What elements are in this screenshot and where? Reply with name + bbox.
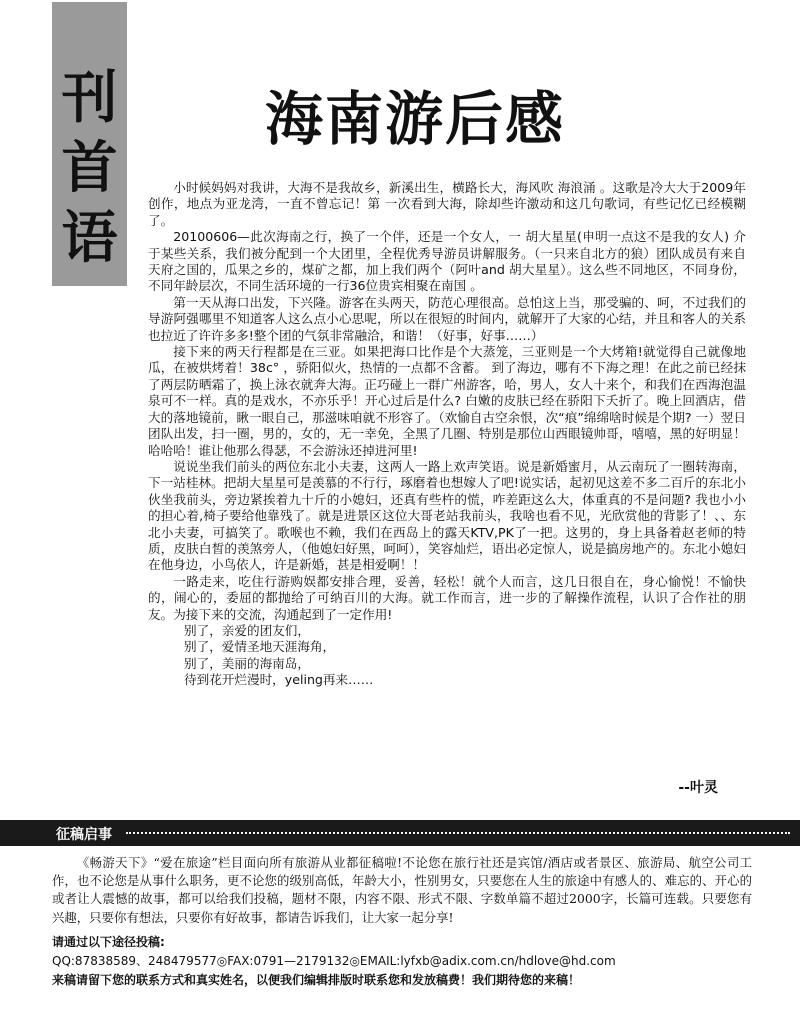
poem-line: 别了，爱情圣地天涯海角， xyxy=(184,639,336,655)
article-paragraph: 一路走来，吃住行游购娱都安排合理，妥善，轻松！就个人而言，这几日很自在，身心愉悦！不愉快的，闹心的，委屈的都抛给了可纳百川的大海。就工作而言，进一步的了解操作流程，认识了合作社的朋友。为接下来的交流，沟通起到了一定作用! xyxy=(148,573,746,622)
article-paragraph: 小时候妈妈对我讲，大海不是我故乡，新溪出生，横路长大，海风吹 海浪涌 。这歌是冷大大于2009年创作，地点为亚龙湾，一直不曾忘记！第 一次看到大海，除却些许激动和这几句歌词，有些记忆已经模糊了。 xyxy=(148,180,746,228)
article-title: 海南游后感 xyxy=(265,85,566,153)
side-tab-char: 语 xyxy=(61,205,118,271)
contact-info: QQ:87838589、248479577◎FAX:0791—2179132◎EMAIL:lyfxb@adix.com.cn/hdlove@hd.com xyxy=(52,954,616,968)
side-tab xyxy=(52,2,127,286)
farewell-poem xyxy=(148,623,746,689)
article-paragraph: 20100606—此次海南之行，换了一个伴，还是一个女人，一 胡大星星(申明一点这不是我的女人) 介于某些关系，我们被分配到一个大团里，全程优秀导游员讲解服务。（一只来自北方的狼）团队成员有来自天府之国的，瓜果之乡的，煤矿之都，加上我们两个（阿叶and 胡大星星）。这么些不同地区，不同身份，不同年龄层次，不同生活环境的一行36位贵宾相聚在南国 。 xyxy=(148,229,746,294)
notice-title: 征稿启事 xyxy=(56,827,112,843)
poem-line: 别了，美丽的海南岛， xyxy=(184,655,310,671)
article-body xyxy=(148,180,746,689)
dotted-divider xyxy=(126,832,790,834)
author-signature: --叶灵 xyxy=(678,780,718,796)
notice-header-bar xyxy=(0,820,800,846)
notice-body: 《畅游天下》“爱在旅途”栏目面向所有旅游从业都征稿啦!不论您在旅行社还是宾馆/酒店或者景区、旅游局、航空公司工作，也不论您是从事什么职务，更不论您的级别高低，年龄大小，性别男女，只要您在人生的旅途中有感人的、难忘的、开心的或者让人震憾的故事，都可以给我们投稿，题材不限，内容不限、形式不限、字数单篇不超过2000字，长篇可连载。只要您有兴趣，只要你有想法，只要你有好故事，都请告诉我们，让大家一起分享! xyxy=(52,855,752,925)
side-tab-char: 刊 xyxy=(61,65,118,131)
article-paragraph: 第一天从海口出发，下兴隆。游客在头两天，防范心理很高。总怕这上当，那受骗的、呵，不过我们的导游阿强哪里不知道客人这么点小心思呢，所以在很短的时间内，就解开了大家的心结，并且和客人的关系也拉近了许许多多!整个团的气氛非常融洽，和谐！（好事，好事……） xyxy=(148,294,746,343)
article-paragraph: 接下来的两天行程都是在三亚。如果把海口比作是个大蒸笼，三亚则是一个大烤箱!就觉得自己就像地瓜，在被烘烤着！38c° ，骄阳似火，热情的一点都不含蓄。 到了海边，哪有不下海之理！在此之前已经抹了两层防晒霜了，换上泳衣就奔大海。正巧碰上一群广州游客，哈，男人，女人十来个，和我们在西海泡温泉可不一样。真的是戏水，不亦乐乎！开心过后是什么? 白嫩的皮肤已经在骄阳下夭折了。晚上回酒店，借大的落地镜前，瞅一眼自己，那滋味咱就不形容了。（欢愉自古空余恨，次“痕”绵绵啥时候是个期? 一）翌日团队出发，扫一圈，男的，女的，无一幸免，全黑了几圈、特别是那位山西眼镜帅哥，嘻嘻，黑的好明显！哈哈哈！谁让他那么得瑟，不会游泳还掉进河里! xyxy=(148,344,746,458)
article-paragraph: 说说坐我们前头的两位东北小夫妻，这两人一路上欢声笑语。说是新婚蜜月，从云南玩了一圈转海南，下一站桂林。把胡大星星可是羡慕的不行行，琢磨着也想嫁人了吧!说实话，起初见这差不多二百斤的东北小伙坐我前头，旁边紧挨着九十斤的小媳妇，还真有些杵的慌，咋差距这么大，体重真的不是问题? 我也小小的担心着,椅子要给他靠残了。就是进景区这位大哥老站我前头，我啥也看不见，光欣赏他的背影了！、、东北小夫妻，可搞笑了。歌喉也不赖，我们在西岛上的露天KTV,PK了一把。这男的，身上具备着赵老师的特质，皮肤白皙的羡煞旁人，（他媳妇好黑，呵呵），笑容灿烂，语出必定惊人，说是搞房地产的。东北小媳妇在他身边，小鸟依人，许是新婚，甚是相爱啊！！ xyxy=(148,458,746,573)
notice-footer: 来稿请留下您的联系方式和真实姓名，以便我们编辑排版时联系您和发放稿费！我们期待您的来稿！ xyxy=(52,973,581,987)
poem-line: 待到花开烂漫时，yeling再来…… xyxy=(184,672,374,688)
submit-label: 请通过以下途径投稿: xyxy=(52,935,165,949)
side-tab-char: 首 xyxy=(61,135,118,201)
poem-line: 别了，亲爱的团友们， xyxy=(184,622,310,638)
